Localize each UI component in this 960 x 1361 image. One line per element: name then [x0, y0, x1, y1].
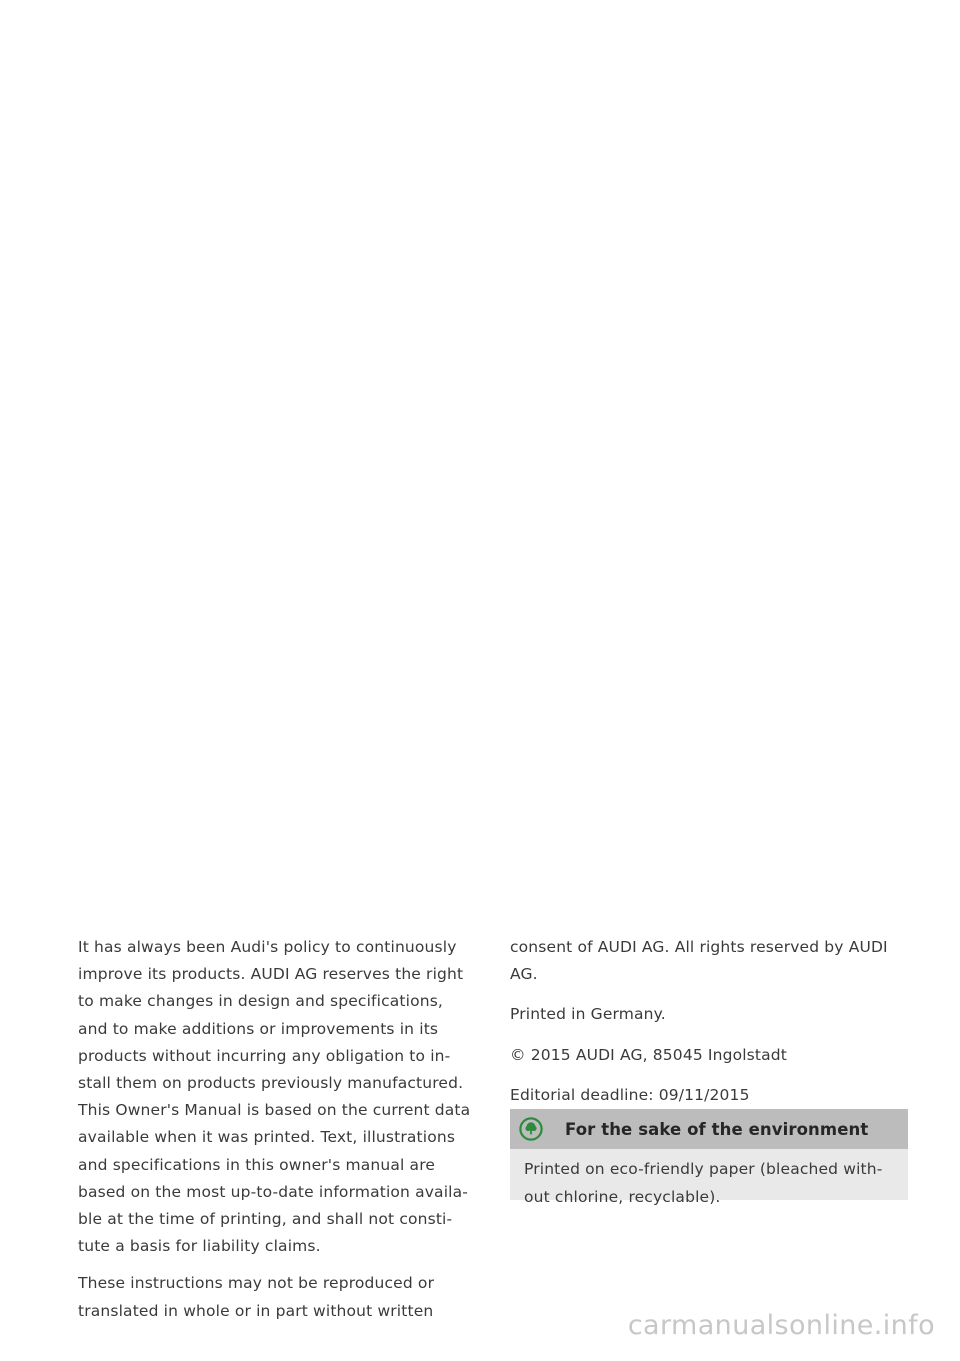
text-line: available when it was printed. Text, illustrations — [78, 1128, 456, 1147]
watermark: carmanualsonline.info — [627, 1310, 935, 1341]
text-line: These instructions may not be reproduced or — [78, 1274, 435, 1293]
editorial-deadline: Editorial deadline: 09/11/2015 — [510, 1085, 750, 1104]
text-line: It has always been Audi's policy to continuously — [78, 938, 457, 956]
policy-paragraph — [78, 934, 478, 1260]
right-text-column — [510, 934, 910, 1109]
text-line: improve its products. AUDI AG reserves the right — [78, 965, 464, 984]
text-line: based on the most up-to-date information availa- — [78, 1182, 469, 1201]
reproduction-paragraph — [78, 1270, 478, 1324]
text-line: AG. — [510, 965, 538, 984]
text-line: out chlorine, recyclable). — [524, 1187, 721, 1206]
text-line: This Owner's Manual is based on the current data — [78, 1101, 471, 1120]
text-line: products without incurring any obligation to in- — [78, 1046, 451, 1065]
text-line: Printed on eco-friendly paper (bleached with- — [524, 1160, 883, 1178]
text-line: and specifications in this owner's manual are — [78, 1155, 436, 1174]
tree-icon — [519, 1117, 543, 1141]
copyright-line: © 2015 AUDI AG, 85045 Ingolstadt — [510, 1045, 788, 1064]
environment-note-box — [510, 1109, 908, 1206]
rights-paragraph — [510, 934, 910, 988]
environment-note-body — [510, 1149, 908, 1206]
text-line: tute a basis for liability claims. — [78, 1237, 321, 1256]
printed-in: Printed in Germany. — [510, 1005, 666, 1024]
text-line: translated in whole or in part without written — [78, 1301, 434, 1320]
text-line: and to make additions or improvements in its — [78, 1019, 439, 1038]
text-line: ble at the time of printing, and shall not consti- — [78, 1210, 453, 1229]
text-line: to make changes in design and specifications, — [78, 992, 444, 1011]
environment-note-title: For the sake of the environment — [565, 1119, 869, 1139]
text-line: consent of AUDI AG. All rights reserved by AUDI — [510, 938, 888, 956]
text-line: stall them on products previously manufactured. — [78, 1074, 464, 1093]
environment-note-header — [510, 1109, 908, 1149]
left-text-column — [78, 934, 478, 1325]
